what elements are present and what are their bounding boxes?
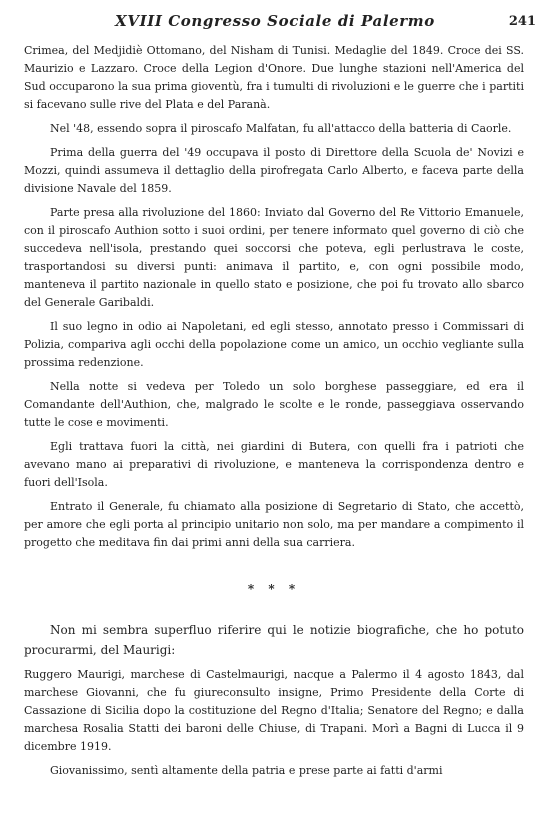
page-number: 241 (508, 14, 536, 29)
page-header (0, 12, 550, 34)
paragraph-crimea: Crimea, del Medjidiè Ottomano, del Nisham di Tunisi. Medaglie del 1849. Croce dei SS. Maurizio e Lazzaro. Croce della Legion d'Onore. Due lunghe stazioni nell'America del Sud occuparono la sua prima gioventù, fra i tumulti di rivoluzioni e le guerre che i partiti si facevano sulle rive del Plata e del Paranà. (24, 44, 524, 111)
paragraph-rivoluzione-1860: Parte presa alla rivoluzione del 1860: Inviato dal Governo del Re Vittorio Emanuele, con il piroscafo Authion sotto i suoi ordini, per tenere informato quel governo di ciò che succedeva nell'isola, prestando quei soccorsi che poteva, egli perlustrava le coste, trasportandosi su diversi punti: animava il partito, e, con ogni possibile modo, manteneva il partito nazionale in quello stato e posizione, che poi fu trovato allo sbarco del Generale Garibaldi. (24, 206, 524, 309)
text-body (24, 42, 524, 786)
paragraph-guerra-49: Prima della guerra del '49 occupava il posto di Direttore della Scuola de' Novizi e Mozzi, quindi assumeva il dettaglio della pirofregata Carlo Alberto, e faceva parte della divisione Navale del 1859. (24, 146, 524, 195)
bio-intro: Non mi sembra superfluo riferire qui le notizie biografiche, che ho potuto procurarmi, del Maurigi: (24, 623, 524, 657)
paragraph-toledo: Nella notte si vedeva per Toledo un solo borghese passeggiare, ed era il Comandante dell'Authion, che, malgrado le scolte e le ronde, passeggiava osservando tutte le cose e movimenti. (24, 380, 524, 429)
running-title: XVIII Congresso Sociale di Palermo (115, 12, 435, 30)
paragraph-bio-youth: Giovanissimo, sentì altamente della patria e prese parte ai fatti d'armi (50, 764, 443, 777)
paragraph-segretario: Entrato il Generale, fu chiamato alla posizione di Segretario di Stato, che accettò, per amore che egli porta al principio unitario non solo, ma per mandare a compimento il progetto che meditava fin dai primi anni della sua carriera. (24, 500, 524, 549)
paragraph-caorle: Nel '48, essendo sopra il piroscafo Malfatan, fu all'attacco della batteria di Caorle. (50, 122, 512, 135)
section-separator: * * * (247, 582, 301, 596)
paragraph-legno: Il suo legno in odio ai Napoletani, ed egli stesso, annotato presso i Commissari di Polizia, compariva agli occhi della popolazione come un amico, un occhio vegliante sulla prossima redenzione. (24, 320, 524, 369)
paragraph-bio-birth: Ruggero Maurigi, marchese di Castelmaurigi, nacque a Palermo il 4 agosto 1843, dal marchese Giovanni, che fu giureconsulto insigne, Primo Presidente della Corte di Cassazione di Sicilia dopo la costituzione del Regno d'Italia; Senatore del Regno; e dalla marchesa Rosalia Statti dei baroni delle Chiuse, di Trapani. Morì a Bagni di Lucca il 9 dicembre 1919. (24, 668, 524, 753)
paragraph-butera: Egli trattava fuori la città, nei giardini di Butera, con quelli fra i patrioti che avevano mano ai preparativi di rivoluzione, e manteneva la corrispondenza dentro e fuori dell'Isola. (24, 440, 524, 489)
